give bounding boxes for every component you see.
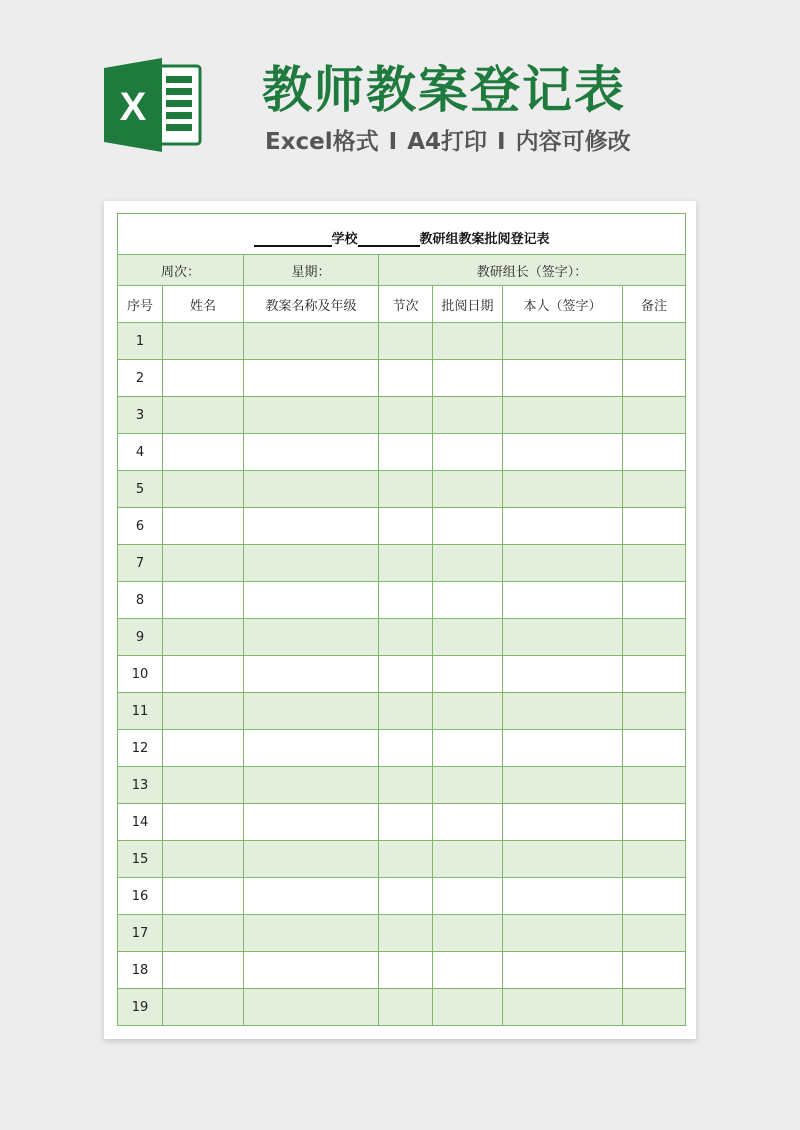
row-remarks-cell[interactable] [623, 730, 686, 767]
row-name-cell[interactable] [163, 693, 244, 730]
table-row [118, 767, 686, 804]
row-remarks-cell[interactable] [623, 878, 686, 915]
day-label: 星期： [291, 264, 331, 280]
table-row [118, 730, 686, 767]
row-index-cell: 13 [118, 767, 163, 804]
row-name-cell[interactable] [163, 508, 244, 545]
row-review-date-cell[interactable] [433, 804, 503, 841]
row-name-cell[interactable] [163, 878, 244, 915]
subtitle-separator: I [497, 129, 506, 155]
row-review-date-cell[interactable] [433, 323, 503, 360]
table-row [118, 397, 686, 434]
row-index-cell: 8 [118, 582, 163, 619]
row-name-cell[interactable] [163, 471, 244, 508]
row-name-cell[interactable] [163, 989, 244, 1026]
row-review-date-cell[interactable] [433, 693, 503, 730]
row-signature-cell[interactable] [503, 508, 623, 545]
info-row [118, 255, 686, 286]
row-signature-cell[interactable] [503, 656, 623, 693]
row-lesson-plan-cell[interactable] [244, 915, 379, 952]
row-remarks-cell[interactable] [623, 397, 686, 434]
row-name-cell[interactable] [163, 952, 244, 989]
row-signature-cell[interactable] [503, 767, 623, 804]
row-review-date-cell[interactable] [433, 767, 503, 804]
table-row [118, 619, 686, 656]
row-signature-cell[interactable] [503, 952, 623, 989]
row-period-cell[interactable] [379, 841, 433, 878]
row-lesson-plan-cell[interactable] [244, 323, 379, 360]
row-remarks-cell[interactable] [623, 582, 686, 619]
col-header-period: 节次 [379, 286, 433, 323]
col-header-review-date: 批阅日期 [433, 286, 503, 323]
row-lesson-plan-cell[interactable] [244, 397, 379, 434]
sheet-main-title: 教研组教案批阅登记表 [419, 232, 550, 247]
row-index-cell: 5 [118, 471, 163, 508]
row-index-cell: 10 [118, 656, 163, 693]
row-review-date-cell[interactable] [433, 545, 503, 582]
row-remarks-cell[interactable] [623, 804, 686, 841]
row-name-cell[interactable] [163, 841, 244, 878]
table-row [118, 471, 686, 508]
row-period-cell[interactable] [379, 767, 433, 804]
day-field[interactable] [244, 255, 379, 286]
row-lesson-plan-cell[interactable] [244, 804, 379, 841]
row-index-cell: 16 [118, 878, 163, 915]
column-header-row [118, 286, 686, 323]
row-signature-cell[interactable] [503, 989, 623, 1026]
excel-logo-icon [104, 58, 202, 152]
row-remarks-cell[interactable] [623, 952, 686, 989]
row-name-cell[interactable] [163, 767, 244, 804]
table-row [118, 582, 686, 619]
table-row [118, 323, 686, 360]
row-index-cell: 11 [118, 693, 163, 730]
row-signature-cell[interactable] [503, 545, 623, 582]
row-name-cell[interactable] [163, 545, 244, 582]
row-remarks-cell[interactable] [623, 360, 686, 397]
row-name-cell[interactable] [163, 915, 244, 952]
row-remarks-cell[interactable] [623, 323, 686, 360]
school-blank[interactable] [254, 221, 332, 247]
row-review-date-cell[interactable] [433, 952, 503, 989]
row-period-cell[interactable] [379, 952, 433, 989]
row-review-date-cell[interactable] [433, 397, 503, 434]
table-row [118, 952, 686, 989]
registration-table [117, 213, 686, 1026]
row-name-cell[interactable] [163, 730, 244, 767]
row-index-cell: 1 [118, 323, 163, 360]
col-header-index: 序号 [118, 286, 163, 323]
row-period-cell[interactable] [379, 989, 433, 1026]
row-review-date-cell[interactable] [433, 508, 503, 545]
row-period-cell[interactable] [379, 397, 433, 434]
row-name-cell[interactable] [163, 804, 244, 841]
row-period-cell[interactable] [379, 582, 433, 619]
row-review-date-cell[interactable] [433, 989, 503, 1026]
row-remarks-cell[interactable] [623, 767, 686, 804]
table-row [118, 656, 686, 693]
row-lesson-plan-cell[interactable] [244, 767, 379, 804]
row-lesson-plan-cell[interactable] [244, 878, 379, 915]
row-period-cell[interactable] [379, 360, 433, 397]
row-lesson-plan-cell[interactable] [244, 841, 379, 878]
row-name-cell[interactable] [163, 323, 244, 360]
row-lesson-plan-cell[interactable] [244, 508, 379, 545]
row-signature-cell[interactable] [503, 582, 623, 619]
row-signature-cell[interactable] [503, 323, 623, 360]
row-period-cell[interactable] [379, 619, 433, 656]
row-review-date-cell[interactable] [433, 471, 503, 508]
row-period-cell[interactable] [379, 730, 433, 767]
table-row [118, 841, 686, 878]
table-row [118, 693, 686, 730]
row-review-date-cell[interactable] [433, 619, 503, 656]
col-header-remarks: 备注 [623, 286, 686, 323]
row-period-cell[interactable] [379, 804, 433, 841]
table-row [118, 989, 686, 1026]
row-review-date-cell[interactable] [433, 656, 503, 693]
row-name-cell[interactable] [163, 397, 244, 434]
row-lesson-plan-cell[interactable] [244, 434, 379, 471]
row-period-cell[interactable] [379, 656, 433, 693]
spreadsheet-page [104, 201, 696, 1039]
row-index-cell: 3 [118, 397, 163, 434]
sheet-title-row [118, 214, 686, 255]
row-review-date-cell[interactable] [433, 582, 503, 619]
col-header-lesson-plan: 教案名称及年级 [244, 286, 379, 323]
row-review-date-cell[interactable] [433, 878, 503, 915]
logo-letter: X [119, 85, 147, 129]
row-period-cell[interactable] [379, 471, 433, 508]
row-index-cell: 6 [118, 508, 163, 545]
row-period-cell[interactable] [379, 323, 433, 360]
row-index-cell: 15 [118, 841, 163, 878]
row-name-cell[interactable] [163, 656, 244, 693]
page-title: 教师教案登记表 [262, 61, 626, 119]
row-review-date-cell[interactable] [433, 434, 503, 471]
row-lesson-plan-cell[interactable] [244, 619, 379, 656]
row-index-cell: 14 [118, 804, 163, 841]
row-index-cell: 12 [118, 730, 163, 767]
row-period-cell[interactable] [379, 915, 433, 952]
school-suffix: 学校 [331, 232, 358, 247]
row-remarks-cell[interactable] [623, 841, 686, 878]
table-row [118, 804, 686, 841]
row-review-date-cell[interactable] [433, 360, 503, 397]
sheet-title[interactable] [118, 214, 686, 255]
group-blank[interactable] [358, 221, 420, 247]
row-lesson-plan-cell[interactable] [244, 989, 379, 1026]
row-remarks-cell[interactable] [623, 545, 686, 582]
row-period-cell[interactable] [379, 545, 433, 582]
subtitle-format: Excel格式 [265, 129, 379, 155]
row-signature-cell[interactable] [503, 841, 623, 878]
row-lesson-plan-cell[interactable] [244, 952, 379, 989]
row-signature-cell[interactable] [503, 360, 623, 397]
row-remarks-cell[interactable] [623, 656, 686, 693]
row-period-cell[interactable] [379, 693, 433, 730]
subtitle-separator: I [388, 129, 398, 155]
row-index-cell: 17 [118, 915, 163, 952]
row-name-cell[interactable] [163, 360, 244, 397]
subtitle-print: A4打印 [407, 129, 488, 155]
week-field[interactable] [118, 255, 244, 286]
row-signature-cell[interactable] [503, 693, 623, 730]
week-label: 周次： [160, 264, 200, 280]
row-index-cell: 4 [118, 434, 163, 471]
page-subtitle [265, 126, 631, 158]
row-lesson-plan-cell[interactable] [244, 582, 379, 619]
row-signature-cell[interactable] [503, 434, 623, 471]
row-name-cell[interactable] [163, 619, 244, 656]
row-remarks-cell[interactable] [623, 508, 686, 545]
table-row [118, 915, 686, 952]
row-period-cell[interactable] [379, 434, 433, 471]
row-remarks-cell[interactable] [623, 989, 686, 1026]
row-remarks-cell[interactable] [623, 471, 686, 508]
row-index-cell: 18 [118, 952, 163, 989]
leader-label: 教研组长（签字）： [476, 264, 588, 280]
row-lesson-plan-cell[interactable] [244, 730, 379, 767]
table-row [118, 434, 686, 471]
table-row [118, 878, 686, 915]
row-review-date-cell[interactable] [433, 841, 503, 878]
row-signature-cell[interactable] [503, 915, 623, 952]
row-remarks-cell[interactable] [623, 434, 686, 471]
row-lesson-plan-cell[interactable] [244, 360, 379, 397]
row-remarks-cell[interactable] [623, 915, 686, 952]
row-signature-cell[interactable] [503, 730, 623, 767]
row-remarks-cell[interactable] [623, 693, 686, 730]
table-row [118, 545, 686, 582]
leader-signature-field[interactable] [379, 255, 686, 286]
col-header-name: 姓名 [163, 286, 244, 323]
table-row [118, 360, 686, 397]
row-lesson-plan-cell[interactable] [244, 471, 379, 508]
subtitle-editable: 内容可修改 [515, 129, 631, 155]
row-signature-cell[interactable] [503, 471, 623, 508]
row-period-cell[interactable] [379, 878, 433, 915]
row-signature-cell[interactable] [503, 619, 623, 656]
row-period-cell[interactable] [379, 508, 433, 545]
row-index-cell: 9 [118, 619, 163, 656]
row-signature-cell[interactable] [503, 397, 623, 434]
row-index-cell: 19 [118, 989, 163, 1026]
row-lesson-plan-cell[interactable] [244, 656, 379, 693]
row-index-cell: 7 [118, 545, 163, 582]
row-remarks-cell[interactable] [623, 619, 686, 656]
table-row [118, 508, 686, 545]
row-lesson-plan-cell[interactable] [244, 545, 379, 582]
row-review-date-cell[interactable] [433, 730, 503, 767]
row-lesson-plan-cell[interactable] [244, 693, 379, 730]
row-index-cell: 2 [118, 360, 163, 397]
row-name-cell[interactable] [163, 582, 244, 619]
row-signature-cell[interactable] [503, 878, 623, 915]
col-header-signature: 本人（签字） [503, 286, 623, 323]
row-name-cell[interactable] [163, 434, 244, 471]
row-signature-cell[interactable] [503, 804, 623, 841]
row-review-date-cell[interactable] [433, 915, 503, 952]
